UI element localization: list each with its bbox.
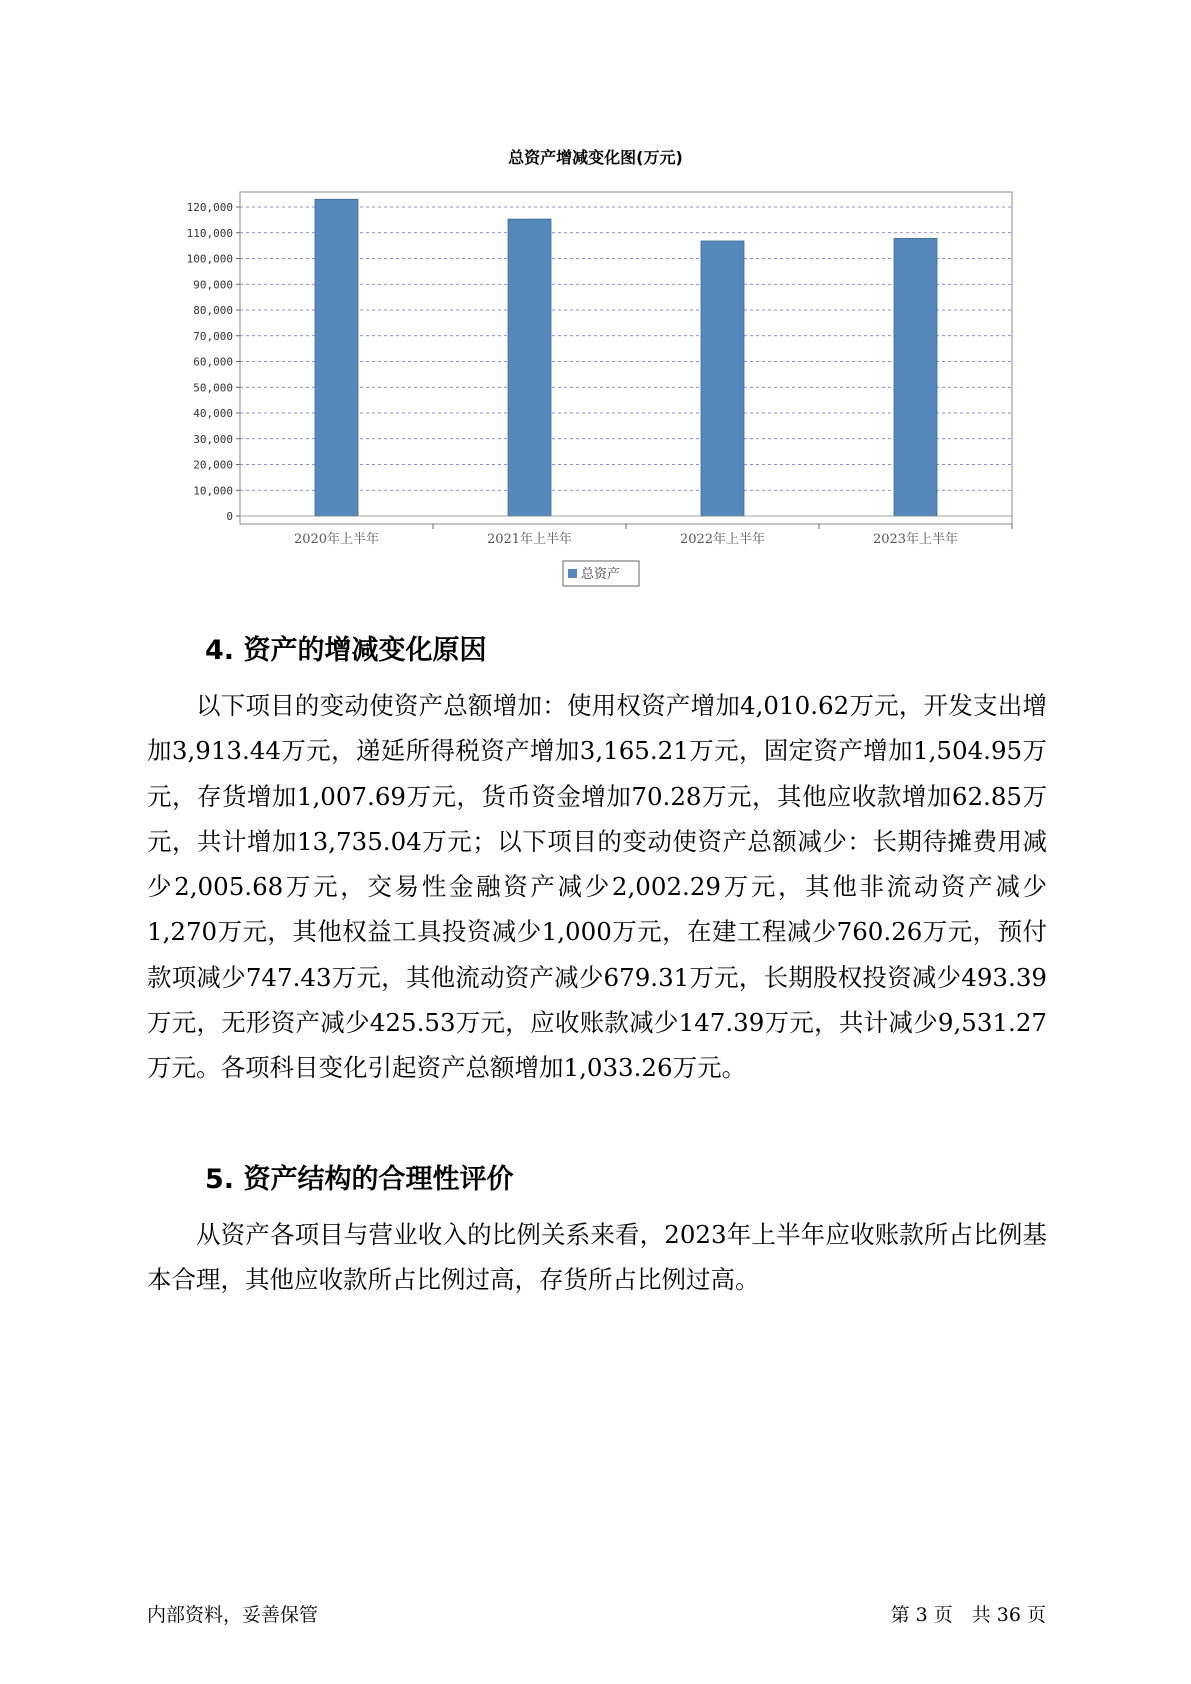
bar-1: [315, 199, 358, 516]
x-tick-label: 2023年上半年: [872, 532, 959, 547]
section-5-heading: 5. 资产结构的合理性评价: [205, 1164, 514, 1195]
legend-label: 总资产: [581, 567, 621, 582]
bar-4: [894, 238, 937, 516]
y-tick-label: 20,000: [193, 458, 233, 472]
footer-page-number: 第 3 页 共 36 页: [890, 1604, 1046, 1626]
y-tick-label: 100,000: [186, 252, 233, 266]
y-tick-label: 120,000: [186, 201, 233, 214]
x-tick-label: 2022年上半年: [679, 532, 766, 547]
bar-2: [508, 219, 551, 516]
y-tick-label: 30,000: [193, 432, 233, 446]
y-tick-label: 80,000: [193, 304, 233, 317]
section-4-paragraph: 以下项目的变动使资产总额增加：使用权资产增加4,010.62万元，开发支出增加3,913.44万元，递延所得税资产增加3,165.21万元，固定资产增加1,504.95万元，存货增加1,007.69万元，货币资金增加70.28万元，其他应收款增加62.85万元，共计增加13,735.04万元；以下项目的变动使资产总额减少：长期待摊费用减少2,005.68万元，交易性金融资产减少2,002.29万元，其他非流动资产减少1,270万元，其他权益工具投资减少1,000万元，在建工程减少760.26万元，预付款项减少747.43万元，其他流动资产减少679.31万元，长期股权投资减少493.39万元，无形资产减少425.53万元，应收账款减少147.39万元，共计减少9,531.27万元。各项科目变化引起资产总额增加1,033.26万元。: [147, 691, 1047, 1083]
footer-confidential-note: 内部资料，妥善保管: [147, 1604, 319, 1626]
x-tick-label: 2021年上半年: [486, 532, 573, 547]
y-tick-label: 70,000: [193, 329, 233, 343]
y-tick-label: 110,000: [186, 226, 233, 240]
legend-swatch: [568, 569, 577, 578]
section-4-heading: 4. 资产的增减变化原因: [205, 635, 487, 666]
y-tick-label: 10,000: [193, 484, 233, 498]
section-5-paragraph: 从资产各项目与营业收入的比例关系来看，2023年上半年应收账款所占比例基本合理，其他应收款所占比例过高，存货所占比例过高。: [147, 1220, 1047, 1295]
y-tick-label: 40,000: [193, 407, 233, 420]
total-assets-bar-chart: [0, 0, 1191, 600]
y-tick-label: 50,000: [193, 381, 233, 395]
bar-3: [701, 241, 744, 516]
chart-title: 总资产增减变化图(万元): [508, 148, 683, 167]
x-tick-label: 2020年上半年: [293, 532, 380, 547]
y-tick-label: 90,000: [193, 278, 233, 292]
y-tick-label: 0: [226, 510, 233, 523]
y-tick-label: 60,000: [193, 355, 233, 369]
